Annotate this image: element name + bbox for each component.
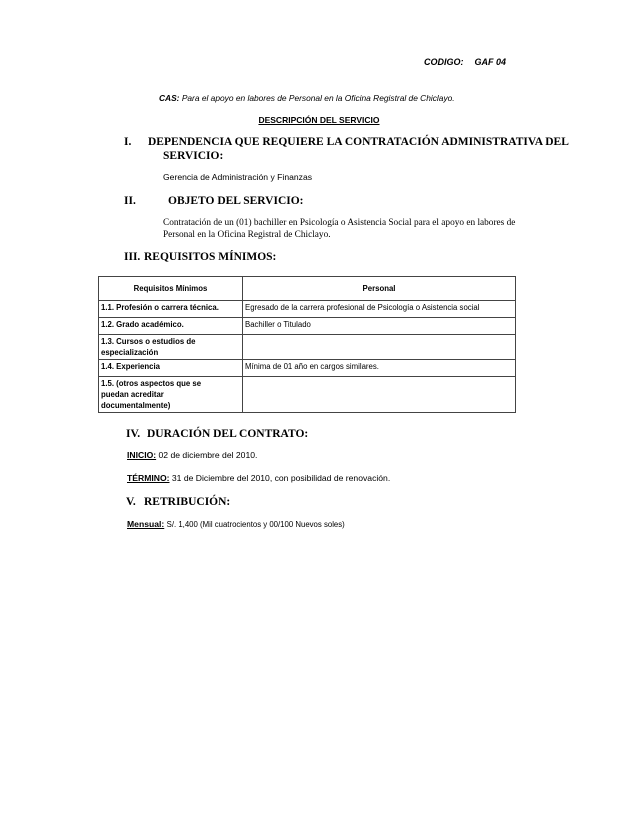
- requirements-table: [98, 276, 516, 413]
- termino-line: [127, 473, 390, 483]
- section1-title-line1: DEPENDENCIA QUE REQUIERE LA CONTRATACIÓN ADMINISTRATIVA DEL: [148, 136, 569, 148]
- inicio-value: 02 de diciembre del 2010.: [158, 450, 258, 460]
- table-cell-requirement: 1.1. Profesión o carrera técnica.: [99, 301, 243, 318]
- table-header-row: [99, 277, 516, 301]
- requirement-line: especialización: [101, 348, 159, 357]
- cas-line: [159, 93, 455, 103]
- table-cell-requirement: [99, 335, 243, 360]
- section2-title: OBJETO DEL SERVICIO:: [168, 195, 304, 207]
- description-title: DESCRIPCIÓN DEL SERVICIO: [258, 115, 380, 125]
- table-cell-value: Mínima de 01 año en cargos similares.: [243, 360, 516, 377]
- code-value: GAF 04: [474, 57, 507, 67]
- table-row: [99, 360, 516, 377]
- inicio-label: INICIO:: [127, 450, 157, 460]
- table-cell-value: [243, 377, 516, 413]
- table-row: [99, 335, 516, 360]
- requirement-line: 1.3. Cursos o estudios de: [101, 337, 196, 346]
- cas-text: Para el apoyo en labores de Personal en la Oficina Registral de Chiclayo.: [181, 93, 455, 103]
- table-cell-requirement: 1.2. Grado académico.: [99, 318, 243, 335]
- termino-value: 31 de Diciembre del 2010, con posibilidad de renovación.: [171, 473, 391, 483]
- table-header-personal: Personal: [243, 277, 516, 301]
- table-cell-requirement: 1.4. Experiencia: [99, 360, 243, 377]
- section1-number: I.: [124, 136, 132, 148]
- table-cell-requirement: [99, 377, 243, 413]
- section2-number: II.: [124, 195, 136, 207]
- inicio-line: [127, 450, 257, 460]
- requirement-line: 1.5. (otros aspectos que se: [101, 379, 202, 388]
- document-code: [424, 57, 506, 67]
- table-cell-value: Bachiller o Titulado: [243, 318, 516, 335]
- section4-number: IV.: [126, 428, 141, 440]
- section2-body-line2: Personal en la Oficina Registral de Chiclayo.: [163, 230, 331, 240]
- section1-body: Gerencia de Administración y Finanzas: [163, 172, 313, 182]
- table-cell-value: Egresado de la carrera profesional de Psicología o Asistencia social: [243, 301, 516, 318]
- section2-body-line1: Contratación de un (01) bachiller en Psicología o Asistencia Social para el apoyo en labores de: [163, 218, 516, 228]
- table-row: [99, 301, 516, 318]
- section1-title-line2: SERVICIO:: [163, 150, 224, 162]
- section4-title: DURACIÓN DEL CONTRATO:: [147, 428, 309, 440]
- code-label: CODIGO:: [424, 57, 464, 67]
- requirement-line: documentalmente): [101, 401, 171, 410]
- section3-title: REQUISITOS MÍNIMOS:: [144, 251, 277, 263]
- mensual-line: [127, 519, 345, 529]
- table-cell-value: [243, 335, 516, 360]
- table-header-requisitos: Requisitos Mínimos: [99, 277, 243, 301]
- requirement-line: puedan acreditar: [101, 390, 164, 399]
- section5-number: V.: [126, 496, 136, 508]
- cas-label: CAS:: [159, 93, 180, 103]
- section5-title: RETRIBUCIÓN:: [144, 496, 231, 508]
- table-row: [99, 318, 516, 335]
- table-row: [99, 377, 516, 413]
- section3-number: III.: [124, 251, 141, 263]
- mensual-label: Mensual:: [127, 519, 165, 529]
- mensual-value: S/. 1,400 (Mil cuatrocientos y 00/100 Nuevos soles): [166, 520, 345, 529]
- termino-label: TÉRMINO:: [127, 473, 170, 483]
